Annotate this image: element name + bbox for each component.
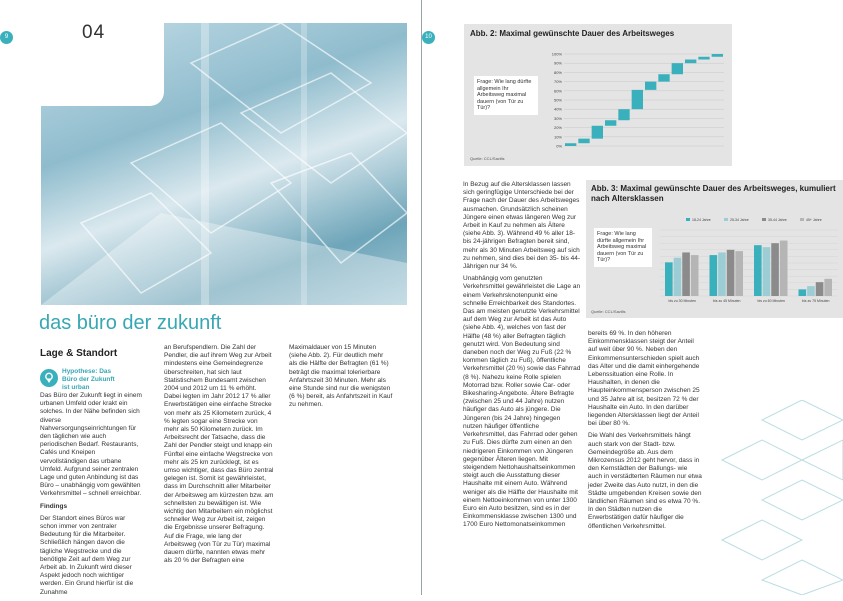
y-tick-label: 50% xyxy=(553,97,562,103)
y-tick-label: 10% xyxy=(553,134,562,140)
y-tick-label: 30% xyxy=(553,115,562,121)
x-tick-label: bis zu 45 Minuten xyxy=(713,299,741,303)
bar xyxy=(698,57,709,60)
legend-label: 45+ Jahre xyxy=(806,218,822,222)
page-title: das büro der zukunft xyxy=(39,312,222,334)
bar xyxy=(710,255,718,296)
bar xyxy=(632,90,643,109)
text-column-3 xyxy=(289,344,393,414)
bar xyxy=(780,241,788,296)
legend-swatch xyxy=(686,218,690,221)
bar xyxy=(816,282,824,296)
figure-source: Quelle: CCL/Savills xyxy=(470,156,505,161)
bar xyxy=(799,289,807,296)
page-number: 10 xyxy=(422,31,435,44)
x-tick-label: bis zu 60 Minuten xyxy=(757,299,785,303)
y-tick-label: 80% xyxy=(553,69,562,75)
bar xyxy=(682,252,690,296)
text-column-1 xyxy=(463,181,581,534)
paragraph: Maximaldauer von 15 Minuten (siehe Abb. 2). Für deutlich mehr als die Hälfte der Befragten (61 %) beträgt die maximal tolerierbare Anfahrtszeit 30 Minuten. Mehr als eine Stunde sind nur die wenigsten (6 %) bereit, als Anfahrtszeit in Kauf zu nehmen. xyxy=(289,344,393,409)
paragraph: Die Wahl des Verkehrsmittels hängt auch stark von der Stadt- bzw. Gemeindegröße ab. Aus dem Mikrozensus 2012 geht hervor, dass in den Kernstädten der Ballungs- wie auch in verstädterten Räumen nur etwa jeder Zweite das Auto nutzt, in den die Städte umgebenden Kreisen sowie den ländlichen Räumen sind es etwa 70 %. In den Städten nutzen die Erwerbstätigen dafür häufiger die öffentlichen Verkehrsmittel. xyxy=(588,432,702,530)
x-tick-label: bis zu 75 Minuten xyxy=(802,299,830,303)
bar xyxy=(658,74,669,81)
bar xyxy=(718,252,726,296)
decorative-pattern xyxy=(702,400,843,595)
bar xyxy=(565,143,576,146)
bar xyxy=(712,54,723,57)
location-pin-icon xyxy=(40,369,58,387)
bar xyxy=(592,126,603,139)
findings-heading: Findings xyxy=(40,502,68,510)
legend-swatch xyxy=(800,218,804,221)
page-number: 9 xyxy=(0,31,13,44)
chapter-number: 04 xyxy=(82,22,106,43)
bar xyxy=(691,255,699,296)
legend-label: 25-34 Jahre xyxy=(730,218,749,222)
bar xyxy=(735,251,743,296)
figure-title: Abb. 3: Maximal gewünschte Dauer des Arbeitsweges, kumuliert nach Altersklassen xyxy=(591,184,836,203)
figure-title: Abb. 2: Maximal gewünschte Dauer des Arbeitsweges xyxy=(470,29,675,38)
hypothesis-label: Hypothese: Das Büro der Zukunft ist urban xyxy=(62,368,115,392)
figure-source: Quelle: CCL/Savills xyxy=(591,309,626,314)
fig3-chart xyxy=(656,216,842,314)
bar xyxy=(674,258,682,296)
section-heading: Lage & Standort xyxy=(40,348,118,359)
text-column-1 xyxy=(40,392,142,601)
bar xyxy=(665,262,673,296)
question-box: Frage: Wie lang dürfte allgemein Ihr Arbeitsweg maximal dauern (von Tür zu Tür)? xyxy=(594,228,652,267)
paragraph: Unabhängig vom genutzten Verkehrsmittel gewährleistet die Lage an einem Verkehrsknotenpunkt eine schnelle Erreichbarkeit des Standortes. Das am meisten genutzte Verkehrsmittel auf dem Weg zur Arbeit ist das Auto (siehe Abb. 4), welches von fast der Hälfte (48 %) aller Befragten täglich genutzt wird. Von Bedeutung sind daneben noch der Weg zu Fuß (22 % kommen täglich zu Fuß), öffentliche Verkehrsmittel (20 %) sowie das Fahrrad (8 %). Nahezu keine Rolle spielen Motorrad bzw. Roller sowie Car- oder Bikesharing-Angebote. Ältere Befragte (zwischen 25 und 44 Jahre) nutzen häufiger das Auto als jüngere. Die Jüngeren (bis 24 Jahre) hingegen nutzen häufiger öffentliche Verkehrsmittel, das Fahrrad oder gehen zu Fuß. Dies dürfte zum einen an den niedrigeren Einkommen von Jüngeren gegenüber Älteren liegen. Mit steigendem Nettohaushaltseinkommen steigt auch die Ausstattung dieser Haushalte mit einem Auto. Während weniger als die Hälfte der Haushalte mit einem Nettoeinkommen von unter 1300 Euro ein Auto besitzen, sind es in der Einkommensklasse zwischen 1300 und 1700 Euro Nettomonatseinkommen xyxy=(463,275,581,529)
intro-paragraph: Das Büro der Zukunft liegt in einem urbanen Umfeld oder krakt ein solches. In der Nähe befinden sich diverse Nahversorgungseinrichtungen für den täglichen wie auch periodischen Bedarf. Restaurants, Cafés und Kneipen vervollständigen das urbane Umfeld. Aufgrund seiner zentralen Lage und guten Anbindung ist das Büro – unabhängig vom gewählten Verkehrsmittel – schnell erreichbar. xyxy=(40,392,142,498)
bar xyxy=(645,82,656,90)
left-page xyxy=(0,0,421,595)
legend-label: 18-24 Jahre xyxy=(692,218,711,222)
bar xyxy=(763,247,771,296)
bar xyxy=(618,109,629,120)
bar xyxy=(605,120,616,126)
y-tick-label: 90% xyxy=(553,60,562,66)
bar xyxy=(685,60,696,64)
paragraph: In Bezug auf die Altersklassen lassen sich geringfügige Unterschiede bei der Frage nach der Dauer des Arbeitsweges ausmachen. Grundsätzlich scheinen Jüngere einen etwas längeren Weg zur Arbeit in Kauf zu nehmen als Ältere (siehe Abb. 3). Während 49 % aller 18- bis 24-jährigen Befragten bereit sind, mehr als 30 Minuten Arbeitsweg auf sich zu nehmen, sind dies bei den 35- bis 44-Jährigen nur 34 %. xyxy=(463,181,581,271)
text-column-2 xyxy=(588,330,702,535)
text-column-2 xyxy=(164,344,274,569)
x-tick-label: bis zu 30 Minuten xyxy=(668,299,696,303)
fig2-chart xyxy=(544,52,728,162)
y-tick-label: 100% xyxy=(551,52,562,57)
paragraph: bereits 69 %. In den höheren Einkommensklassen steigt der Anteil auf weit über 90 %. Neben den Einkommensunterschieden spielt auch das Alter und die damit einhergehende Lebenssituation eine Rolle. In Haushalten, in denen die Haupteinkommensperson zwischen 25 und 35 Jahre alt ist, besitzen 72 % der Haushalte ein Auto. In den darüber liegenden Altersklassen liegt der Anteil bei über 80 %. xyxy=(588,330,700,428)
y-tick-label: 70% xyxy=(553,79,562,85)
figure-2 xyxy=(464,24,732,166)
y-tick-label: 40% xyxy=(553,106,562,112)
question-box: Frage: Wie lang dürfte allgemein Ihr Arbeitsweg maximal dauern (von Tür zu Tür)? xyxy=(474,76,538,115)
y-tick-label: 60% xyxy=(553,88,562,94)
paragraph: an Berufspendlern. Die Zahl der Pendler, die auf ihrem Weg zur Arbeit mindestens eine Gemeindegrenze überschreiten, hat sich laut Statistischem Bundesamt zwischen 2004 und 2012 um 11 % erhöht. Dabei legten im Jahr 2012 17 % aller Erwerbstätigen eine einfache Strecke von mehr als 25 Kilometern zurück, 4 % legten sogar eine Strecke von mehr als 50 Kilometern zurück. Im Arbeitsrecht der Tatsache, dass die Zahl der Pendler steigt und knapp ein Fünftel eine einfache Wegstrecke von mehr als 25 km zurücklegt, ist es umso wichtiger, dass das Büro zentral gelegen ist. Somit ist gewährleistet, dass im Durchschnitt aller Mitarbeiter der Arbeitsweg am kürzesten bzw. am schnellsten zu bewältigen ist. Wie wichtig den Mitarbeitern ein möglichst schneller Weg zur Arbeit ist, zeigen die Ergebnisse unserer Befragung. Auf die Frage, wie lang der Arbeitsweg (von Tür zu Tür) maximal dauern dürfte, nannten etwas mehr als 20 % der Befragten eine xyxy=(164,344,274,565)
bar xyxy=(771,243,779,296)
bar xyxy=(824,279,832,296)
right-page xyxy=(422,0,843,595)
legend-swatch xyxy=(724,218,728,221)
legend-label: 35-44 Jahre xyxy=(768,218,787,222)
bar xyxy=(672,63,683,74)
bar xyxy=(754,245,762,296)
legend-swatch xyxy=(762,218,766,221)
bar xyxy=(578,139,589,144)
bar xyxy=(807,286,815,296)
figure-3 xyxy=(586,180,843,318)
findings-paragraph: Der Standort eines Büros war schon immer von zentraler Bedeutung für die Mitarbeiter. Schließlich hängen davon die tägliche Wegstrecke und die benötigte Zeit auf dem Weg zur Arbeit ab. In Zukunft wird dieser Aspekt jedoch noch wichtiger werden. Ein Grund hierfür ist die Zunahme xyxy=(40,514,134,596)
bar xyxy=(727,250,735,296)
hero-image xyxy=(41,23,407,305)
y-tick-label: 0% xyxy=(556,143,562,149)
y-tick-label: 20% xyxy=(553,125,562,131)
